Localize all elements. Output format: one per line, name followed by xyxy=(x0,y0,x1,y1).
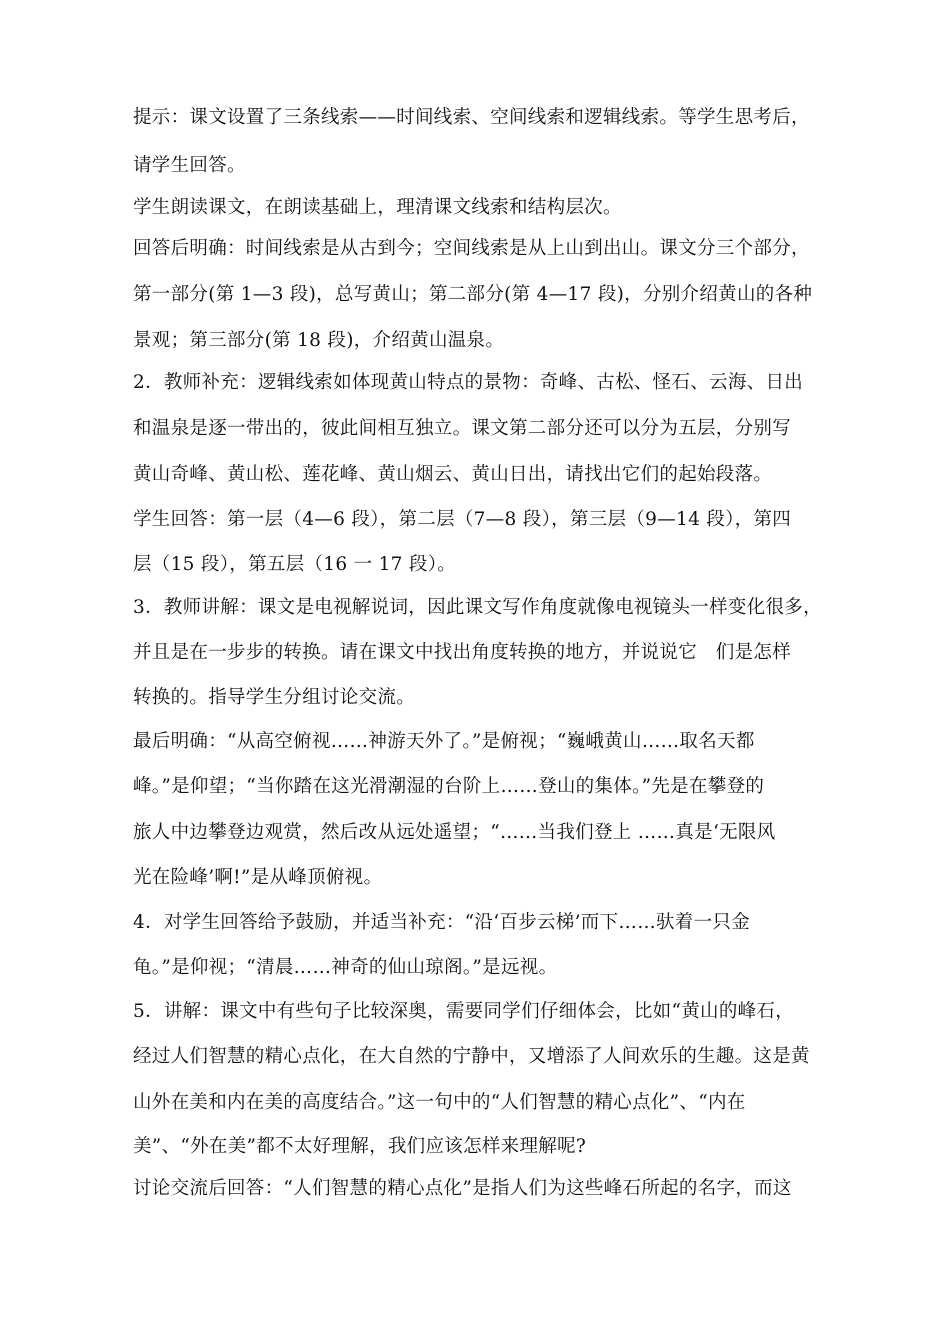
text-line-2: 请学生回答。 xyxy=(133,155,246,176)
text-line-25: 讨论交流后回答：“人们智慧的精心点化”是指人们为这些峰石所起的名字，而这 xyxy=(133,1178,792,1199)
text-line-11: 层（15 段），第五层（16 一 17 段）。 xyxy=(133,554,457,575)
text-line-23: 山外在美和内在美的高度结合。”这一句中的“人们智慧的精心点化”、“内在 xyxy=(133,1092,746,1113)
text-line-4: 回答后明确：时间线索是从古到今；空间线索是从上山到出山。课文分三个部分， xyxy=(133,238,810,259)
text-line-13: 并且是在一步步的转换。请在课文中找出角度转换的地方，并说说它 们是怎样 xyxy=(133,642,792,663)
text-line-5: 第一部分(第 1—3 段)，总写黄山；第二部分(第 4—17 段)，分别介绍黄山的各种 xyxy=(133,284,813,305)
text-line-16: 峰。”是仰望；“当你踏在这光滑潮湿的台阶上……登山的集体。”先是在攀登的 xyxy=(133,776,765,797)
text-line-24: 美”、“外在美”都不太好理解，我们应该怎样来理解呢? xyxy=(133,1136,587,1157)
text-line-6: 景观；第三部分(第 18 段)，介绍黄山温泉。 xyxy=(133,330,505,351)
text-line-9: 黄山奇峰、黄山松、莲花峰、黄山烟云、黄山日出，请找出它们的起始段落。 xyxy=(133,464,773,485)
text-line-1: 提示：课文设置了三条线索——时间线索、空间线索和逻辑线索。等学生思考后， xyxy=(133,107,810,128)
text-line-7: 2．教师补充：逻辑线索如体现黄山特点的景物：奇峰、古松、怪石、云海、日出 xyxy=(133,372,804,393)
text-line-18: 光在险峰’啊!”是从峰顶俯视。 xyxy=(133,867,383,888)
text-line-21: 5．讲解：课文中有些句子比较深奥，需要同学们仔细体会，比如“黄山的峰石， xyxy=(133,1001,795,1022)
text-line-22: 经过人们智慧的精心点化，在大自然的宁静中，又增添了人间欢乐的生趣。这是黄 xyxy=(133,1046,810,1067)
text-line-17: 旅人中边攀登边观赏，然后改从远处遥望；“……当我们登上 ……真是‘无限风 xyxy=(133,822,776,843)
text-line-19: 4．对学生回答给予鼓励，并适当补充：“沿‘百步云梯’而下……驮着一只金 xyxy=(133,912,750,933)
text-line-8: 和温泉是逐一带出的，彼此间相互独立。课文第二部分还可以分为五层，分别写 xyxy=(133,418,792,439)
text-line-12: 3．教师讲解：课文是电视解说词，因此课文写作角度就像电视镜头一样变化很多， xyxy=(133,597,822,618)
text-line-3: 学生朗读课文，在朗读基础上，理清课文线索和结构层次。 xyxy=(133,197,622,218)
text-line-15: 最后明确：“从高空俯视……神游天外了。”是俯视；“巍峨黄山……取名天都 xyxy=(133,731,755,752)
text-line-20: 龟。”是仰视；“清晨……神奇的仙山琼阁。”是远视。 xyxy=(133,957,558,978)
text-line-10: 学生回答：第一层（4—6 段），第二层（7—8 段），第三层（9—14 段），第四 xyxy=(133,509,792,530)
text-line-14: 转换的。指导学生分组讨论交流。 xyxy=(133,687,416,708)
